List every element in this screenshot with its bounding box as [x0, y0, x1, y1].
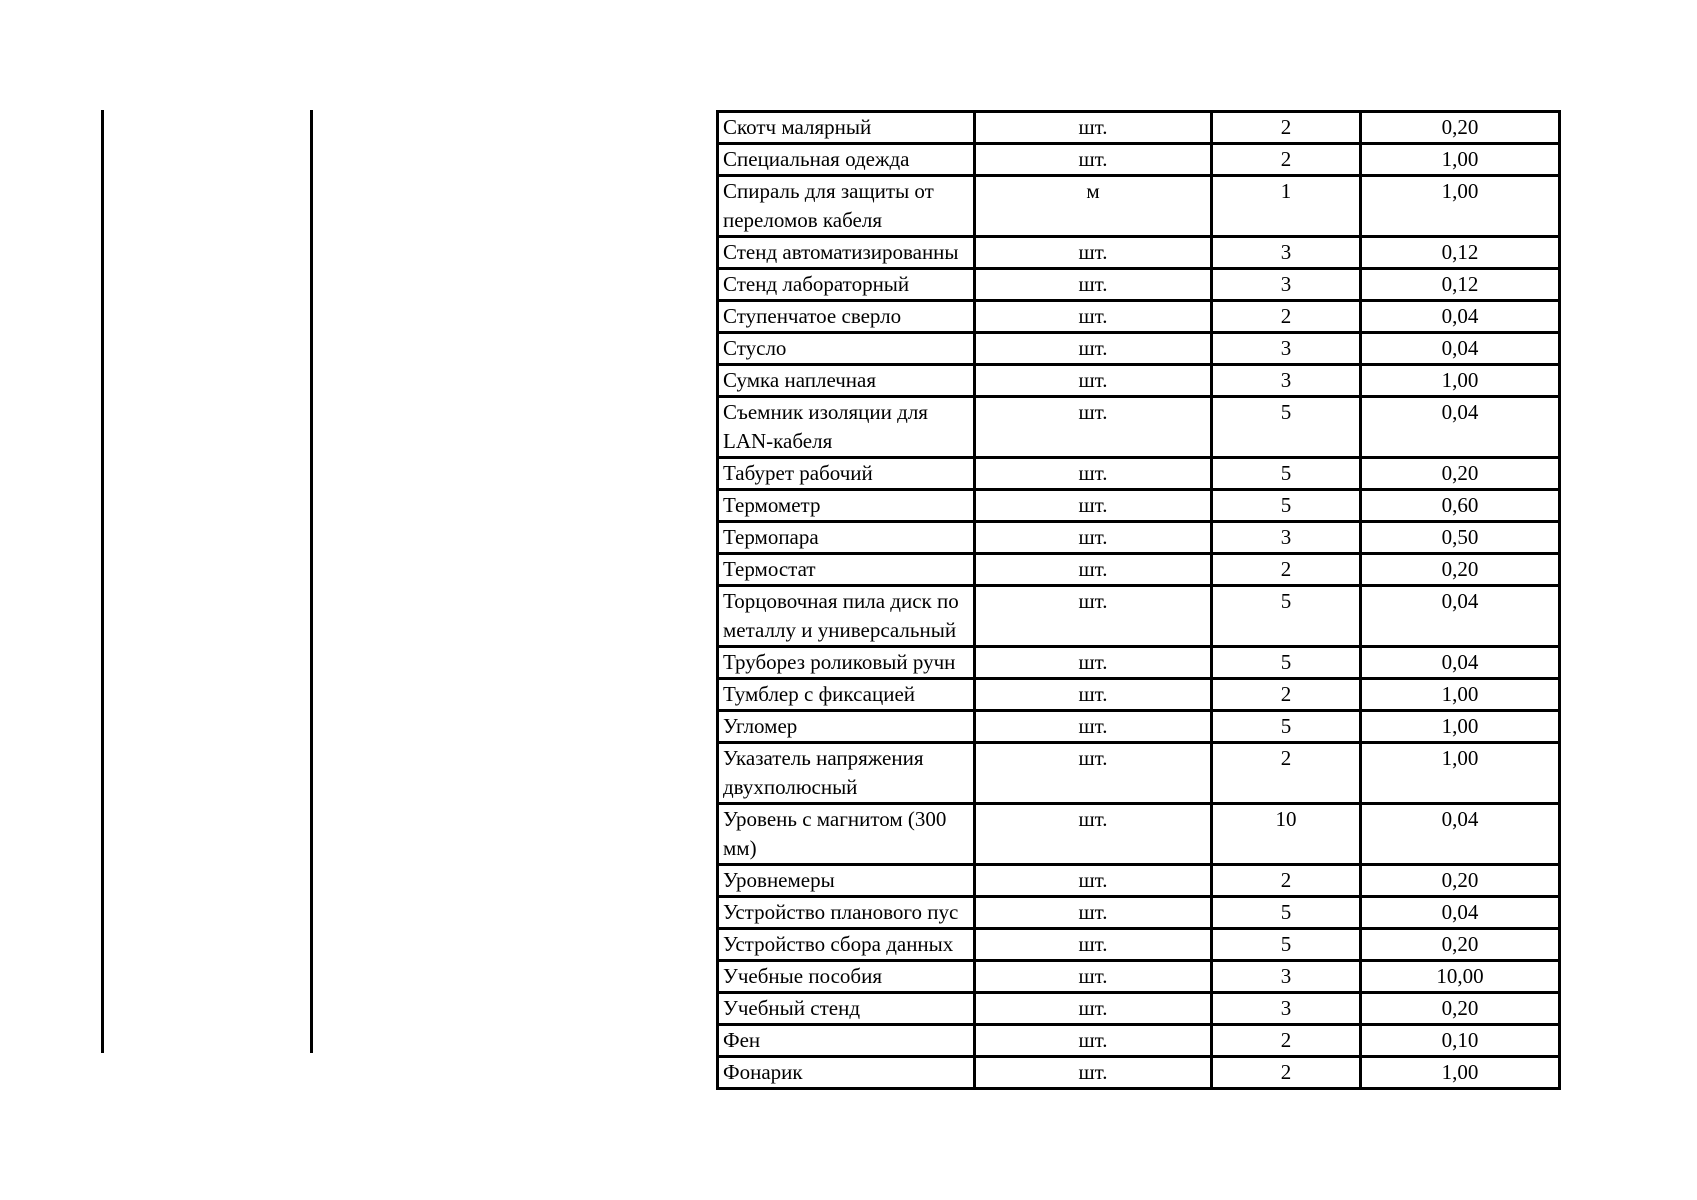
table-row	[718, 647, 1560, 679]
equipment-table	[716, 110, 1561, 1090]
item-name-cell-text: Учебный стенд	[723, 996, 861, 1020]
unit-cell	[975, 993, 1212, 1025]
unit-cell-text: шт.	[1078, 115, 1108, 139]
column-border-line	[310, 110, 313, 1053]
unit-cell	[975, 397, 1212, 458]
unit-cell-text: шт.	[1078, 272, 1108, 296]
quantity-cell	[1212, 586, 1361, 647]
item-name-cell	[718, 176, 975, 237]
item-name-cell	[718, 112, 975, 144]
table-row	[718, 365, 1560, 397]
item-name-cell-text: Учебные пособия	[723, 964, 883, 988]
item-name-cell-text: Скотч малярный	[723, 115, 872, 139]
table-row	[718, 1057, 1560, 1089]
value-cell	[1361, 458, 1560, 490]
table-body	[718, 112, 1560, 1089]
value-cell	[1361, 365, 1560, 397]
item-name-cell	[718, 586, 975, 647]
quantity-cell	[1212, 647, 1361, 679]
quantity-cell-text: 2	[1280, 557, 1292, 581]
item-name-cell	[718, 458, 975, 490]
value-cell-text: 1,00	[1441, 1060, 1479, 1084]
value-cell-text: 1,00	[1441, 714, 1479, 738]
unit-cell-text: шт.	[1078, 964, 1108, 988]
table-row	[718, 711, 1560, 743]
value-cell-text: 0,04	[1441, 589, 1479, 613]
item-name-cell-text: Тумблер с фиксацией	[723, 682, 916, 706]
value-cell-text: 0,04	[1441, 650, 1479, 674]
item-name-cell	[718, 1057, 975, 1089]
unit-cell	[975, 269, 1212, 301]
value-cell-text: 0,20	[1441, 868, 1479, 892]
quantity-cell	[1212, 397, 1361, 458]
table-row	[718, 961, 1560, 993]
quantity-cell	[1212, 897, 1361, 929]
value-cell	[1361, 711, 1560, 743]
unit-cell	[975, 365, 1212, 397]
unit-cell	[975, 1057, 1212, 1089]
quantity-cell-text: 3	[1280, 336, 1292, 360]
quantity-cell-text: 3	[1280, 240, 1292, 264]
value-cell	[1361, 929, 1560, 961]
unit-cell	[975, 897, 1212, 929]
unit-cell	[975, 711, 1212, 743]
item-name-cell-text: Ступенчатое сверло	[723, 304, 902, 328]
item-name-cell-text: Стенд автоматизированны	[723, 240, 959, 264]
item-name-cell-text: Указатель напряжения двухполюсный	[723, 746, 924, 799]
table-row	[718, 679, 1560, 711]
unit-cell	[975, 176, 1212, 237]
quantity-cell-text: 2	[1280, 868, 1292, 892]
item-name-cell	[718, 743, 975, 804]
unit-cell-text: шт.	[1078, 1060, 1108, 1084]
unit-cell-text: шт.	[1078, 900, 1108, 924]
item-name-cell-text: Угломер	[723, 714, 798, 738]
table-row	[718, 490, 1560, 522]
value-cell-text: 0,20	[1441, 557, 1479, 581]
unit-cell-text: шт.	[1078, 807, 1108, 831]
unit-cell-text: шт.	[1078, 461, 1108, 485]
value-cell	[1361, 865, 1560, 897]
value-cell	[1361, 804, 1560, 865]
quantity-cell-text: 5	[1280, 589, 1292, 613]
quantity-cell-text: 3	[1280, 996, 1292, 1020]
value-cell-text: 0,50	[1441, 525, 1479, 549]
quantity-cell	[1212, 176, 1361, 237]
quantity-cell-text: 3	[1280, 272, 1292, 296]
item-name-cell-text: Табурет рабочий	[723, 461, 873, 485]
value-cell-text: 0,60	[1441, 493, 1479, 517]
item-name-cell	[718, 269, 975, 301]
value-cell	[1361, 301, 1560, 333]
value-cell-text: 10,00	[1436, 964, 1484, 988]
table-row	[718, 1025, 1560, 1057]
unit-cell	[975, 301, 1212, 333]
item-name-cell-text: Уровнемеры	[723, 868, 835, 892]
value-cell	[1361, 237, 1560, 269]
item-name-cell	[718, 961, 975, 993]
unit-cell	[975, 961, 1212, 993]
unit-cell-text: м	[1086, 179, 1100, 203]
value-cell-text: 1,00	[1441, 682, 1479, 706]
quantity-cell	[1212, 237, 1361, 269]
item-name-cell-text: Термопара	[723, 525, 819, 549]
table-row	[718, 554, 1560, 586]
value-cell	[1361, 1025, 1560, 1057]
unit-cell-text: шт.	[1078, 1028, 1108, 1052]
value-cell-text: 0,20	[1441, 996, 1479, 1020]
quantity-cell	[1212, 490, 1361, 522]
unit-cell-text: шт.	[1078, 304, 1108, 328]
item-name-cell-text: Фонарик	[723, 1060, 803, 1084]
value-cell-text: 0,20	[1441, 115, 1479, 139]
quantity-cell	[1212, 333, 1361, 365]
item-name-cell-text: Фен	[723, 1028, 761, 1052]
quantity-cell-text: 1	[1280, 179, 1292, 203]
unit-cell	[975, 865, 1212, 897]
quantity-cell-text: 2	[1280, 1060, 1292, 1084]
table-row	[718, 929, 1560, 961]
unit-cell-text: шт.	[1078, 650, 1108, 674]
quantity-cell-text: 5	[1280, 400, 1292, 424]
item-name-cell	[718, 1025, 975, 1057]
quantity-cell	[1212, 554, 1361, 586]
item-name-cell-text: Устройство сбора данных	[723, 932, 954, 956]
value-cell	[1361, 961, 1560, 993]
unit-cell	[975, 458, 1212, 490]
value-cell	[1361, 112, 1560, 144]
quantity-cell	[1212, 144, 1361, 176]
unit-cell-text: шт.	[1078, 932, 1108, 956]
table-row	[718, 743, 1560, 804]
value-cell-text: 1,00	[1441, 147, 1479, 171]
quantity-cell-text: 2	[1280, 746, 1292, 770]
quantity-cell	[1212, 522, 1361, 554]
quantity-cell	[1212, 112, 1361, 144]
quantity-cell	[1212, 269, 1361, 301]
unit-cell	[975, 112, 1212, 144]
item-name-cell-text: Уровень с магнитом (300 мм)	[723, 807, 947, 860]
item-name-cell	[718, 301, 975, 333]
quantity-cell	[1212, 1057, 1361, 1089]
unit-cell	[975, 586, 1212, 647]
unit-cell-text: шт.	[1078, 557, 1108, 581]
table-row	[718, 237, 1560, 269]
item-name-cell	[718, 804, 975, 865]
unit-cell	[975, 1025, 1212, 1057]
quantity-cell-text: 5	[1280, 461, 1292, 485]
item-name-cell-text: Устройство планового пус	[723, 900, 959, 924]
item-name-cell	[718, 237, 975, 269]
quantity-cell	[1212, 679, 1361, 711]
quantity-cell-text: 10	[1275, 807, 1297, 831]
table-row	[718, 269, 1560, 301]
table-row	[718, 993, 1560, 1025]
unit-cell	[975, 804, 1212, 865]
quantity-cell	[1212, 929, 1361, 961]
table-row	[718, 397, 1560, 458]
table-row	[718, 586, 1560, 647]
left-border-line	[101, 110, 104, 1053]
quantity-cell-text: 2	[1280, 147, 1292, 171]
unit-cell-text: шт.	[1078, 336, 1108, 360]
item-name-cell-text: Сумка наплечная	[723, 368, 877, 392]
table-row	[718, 333, 1560, 365]
quantity-cell-text: 5	[1280, 714, 1292, 738]
table-row	[718, 804, 1560, 865]
unit-cell-text: шт.	[1078, 589, 1108, 613]
table-row	[718, 865, 1560, 897]
value-cell	[1361, 333, 1560, 365]
value-cell	[1361, 269, 1560, 301]
item-name-cell	[718, 554, 975, 586]
value-cell-text: 0,20	[1441, 932, 1479, 956]
unit-cell	[975, 237, 1212, 269]
quantity-cell	[1212, 865, 1361, 897]
item-name-cell-text: Термометр	[723, 493, 821, 517]
value-cell-text: 0,04	[1441, 900, 1479, 924]
unit-cell-text: шт.	[1078, 714, 1108, 738]
item-name-cell	[718, 144, 975, 176]
unit-cell-text: шт.	[1078, 400, 1108, 424]
item-name-cell	[718, 397, 975, 458]
item-name-cell	[718, 365, 975, 397]
item-name-cell-text: Съемник изоляции для LAN-кабеля	[723, 400, 928, 453]
unit-cell	[975, 743, 1212, 804]
quantity-cell-text: 5	[1280, 932, 1292, 956]
table-row	[718, 176, 1560, 237]
value-cell-text: 1,00	[1441, 368, 1479, 392]
item-name-cell-text: Термостат	[723, 557, 816, 581]
value-cell	[1361, 490, 1560, 522]
unit-cell-text: шт.	[1078, 746, 1108, 770]
quantity-cell	[1212, 365, 1361, 397]
item-name-cell	[718, 993, 975, 1025]
item-name-cell	[718, 333, 975, 365]
unit-cell-text: шт.	[1078, 525, 1108, 549]
item-name-cell	[718, 490, 975, 522]
quantity-cell	[1212, 458, 1361, 490]
unit-cell	[975, 647, 1212, 679]
item-name-cell-text: Стусло	[723, 336, 787, 360]
quantity-cell-text: 5	[1280, 650, 1292, 674]
unit-cell	[975, 490, 1212, 522]
quantity-cell-text: 3	[1280, 964, 1292, 988]
value-cell	[1361, 522, 1560, 554]
unit-cell-text: шт.	[1078, 368, 1108, 392]
value-cell-text: 0,20	[1441, 461, 1479, 485]
item-name-cell-text: Труборез роликовый ручн	[723, 650, 956, 674]
quantity-cell-text: 2	[1280, 682, 1292, 706]
value-cell-text: 0,04	[1441, 304, 1479, 328]
quantity-cell-text: 3	[1280, 368, 1292, 392]
item-name-cell-text: Спираль для защиты от переломов кабеля	[723, 179, 934, 232]
table-row	[718, 144, 1560, 176]
value-cell	[1361, 647, 1560, 679]
quantity-cell	[1212, 961, 1361, 993]
quantity-cell	[1212, 804, 1361, 865]
value-cell-text: 1,00	[1441, 179, 1479, 203]
item-name-cell	[718, 897, 975, 929]
quantity-cell	[1212, 993, 1361, 1025]
unit-cell	[975, 333, 1212, 365]
quantity-cell-text: 2	[1280, 115, 1292, 139]
unit-cell-text: шт.	[1078, 147, 1108, 171]
value-cell	[1361, 1057, 1560, 1089]
unit-cell-text: шт.	[1078, 493, 1108, 517]
value-cell-text: 0,04	[1441, 336, 1479, 360]
value-cell	[1361, 397, 1560, 458]
item-name-cell	[718, 522, 975, 554]
table-row	[718, 112, 1560, 144]
unit-cell	[975, 144, 1212, 176]
value-cell-text: 0,04	[1441, 400, 1479, 424]
value-cell-text: 1,00	[1441, 746, 1479, 770]
value-cell	[1361, 176, 1560, 237]
value-cell	[1361, 144, 1560, 176]
quantity-cell	[1212, 711, 1361, 743]
unit-cell-text: шт.	[1078, 868, 1108, 892]
unit-cell	[975, 522, 1212, 554]
table-row	[718, 301, 1560, 333]
item-name-cell	[718, 929, 975, 961]
item-name-cell	[718, 647, 975, 679]
value-cell-text: 0,12	[1441, 272, 1479, 296]
item-name-cell-text: Стенд лабораторный	[723, 272, 910, 296]
value-cell	[1361, 586, 1560, 647]
value-cell	[1361, 743, 1560, 804]
unit-cell	[975, 929, 1212, 961]
value-cell-text: 0,04	[1441, 807, 1479, 831]
quantity-cell-text: 5	[1280, 900, 1292, 924]
quantity-cell	[1212, 1025, 1361, 1057]
item-name-cell-text: Специальная одежда	[723, 147, 910, 171]
value-cell	[1361, 897, 1560, 929]
quantity-cell	[1212, 301, 1361, 333]
item-name-cell-text: Торцовочная пила диск по металлу и универсальный	[723, 589, 959, 642]
item-name-cell	[718, 711, 975, 743]
unit-cell	[975, 554, 1212, 586]
item-name-cell	[718, 679, 975, 711]
unit-cell-text: шт.	[1078, 240, 1108, 264]
item-name-cell	[718, 865, 975, 897]
value-cell	[1361, 554, 1560, 586]
table-row	[718, 458, 1560, 490]
unit-cell-text: шт.	[1078, 682, 1108, 706]
quantity-cell-text: 2	[1280, 304, 1292, 328]
table-row	[718, 897, 1560, 929]
value-cell-text: 0,12	[1441, 240, 1479, 264]
quantity-cell-text: 3	[1280, 525, 1292, 549]
value-cell-text: 0,10	[1441, 1028, 1479, 1052]
unit-cell-text: шт.	[1078, 996, 1108, 1020]
value-cell	[1361, 679, 1560, 711]
quantity-cell-text: 2	[1280, 1028, 1292, 1052]
quantity-cell-text: 5	[1280, 493, 1292, 517]
table-row	[718, 522, 1560, 554]
unit-cell	[975, 679, 1212, 711]
value-cell	[1361, 993, 1560, 1025]
quantity-cell	[1212, 743, 1361, 804]
